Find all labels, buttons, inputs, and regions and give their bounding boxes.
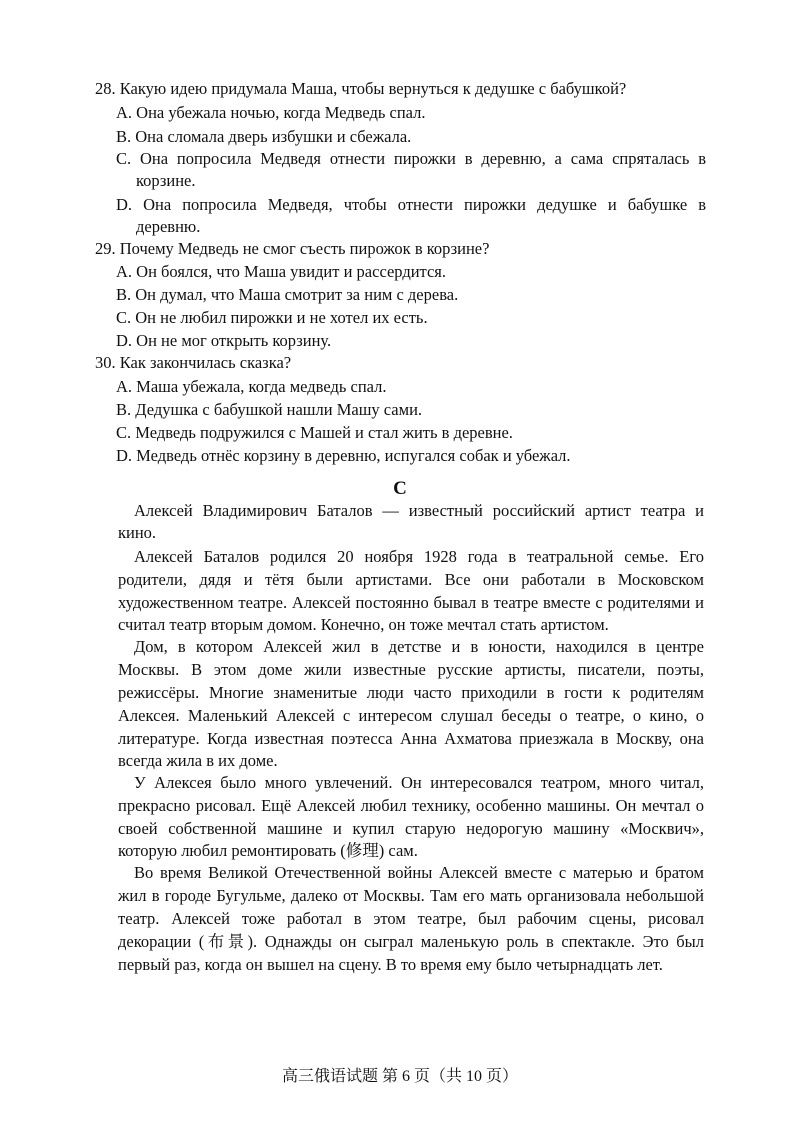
question-29-option-d: D. Он не мог открыть корзину. <box>116 331 332 350</box>
passage-line: которую любил ремонтировать (修理) сам. <box>118 841 418 860</box>
passage-line: Москвы. В этом доме жили известные русские артисты, писатели, поэты, <box>118 660 704 679</box>
question-28-option-c: C. Она попросила Медведя отнести пирожки в деревню, а сама спряталась в <box>116 149 706 168</box>
passage-line: прекрасно рисовал. Ещё Алексей любил технику, особенно машины. Он мечтал о <box>118 796 704 815</box>
question-29-option-c: C. Он не любил пирожки и не хотел их есть. <box>116 308 428 327</box>
passage-line: художественном театре. Алексей постоянно бывал в театре вместе с родителями и <box>118 593 704 612</box>
passage-line: театр. Алексей тоже работал в этом театре, был рабочим сцены, рисовал <box>118 909 704 928</box>
page-footer: 高三俄语试题 第 6 页（共 10 页） <box>281 1068 518 1085</box>
question-28-option-a: A. Она убежала ночью, когда Медведь спал. <box>116 103 426 122</box>
question-29-option-a: A. Он боялся, что Маша увидит и рассердится. <box>116 262 447 281</box>
passage-line: декорации (布景). Однажды он сыграл маленькую роль в спектакле. Это был <box>118 932 704 951</box>
passage-line: Дом, в котором Алексей жил в детстве и в юности, находился в центре <box>134 637 704 656</box>
question-30-stem: 30. Как закончилась сказка? <box>95 353 292 372</box>
question-28-option-d: D. Она попросила Медведя, чтобы отнести пирожки дедушке и бабушке в <box>116 195 706 214</box>
section-heading: C <box>393 478 407 499</box>
passage-line: всегда жила в их доме. <box>118 751 278 770</box>
question-30-option-d: D. Медведь отнёс корзину в деревню, испугался собак и убежал. <box>116 446 571 465</box>
question-30-option-c: C. Медведь подружился с Машей и стал жить в деревне. <box>116 423 513 442</box>
question-28-option-c-cont: корзине. <box>136 171 196 190</box>
passage-line: родители, дядя и тётя были артистами. Все они работали в Московском <box>118 570 704 589</box>
question-29-option-b: B. Он думал, что Маша смотрит за ним с дерева. <box>116 285 459 304</box>
passage-line: У Алексея было много увлечений. Он интересовался театром, много читал, <box>134 773 704 792</box>
passage-line: жил в городе Бугульме, далеко от Москвы. Там его мать организовала небольшой <box>118 886 704 905</box>
question-30-option-b: B. Дедушка с бабушкой нашли Машу сами. <box>116 400 423 419</box>
passage-line: литературе. Когда известная поэтесса Анна Ахматова приезжала в Москву, она <box>118 729 704 748</box>
question-29-stem: 29. Почему Медведь не смог съесть пирожок в корзине? <box>95 239 490 258</box>
passage-line: Алексей Баталов родился 20 ноября 1928 года в театральной семье. Его <box>134 547 704 566</box>
passage-line: первый раз, когда он вышел на сцену. В то время ему было четырнадцать лет. <box>118 955 663 974</box>
passage-line: считал театр вторым домом. Конечно, он тоже мечтал стать артистом. <box>118 615 609 634</box>
passage-line: Алексей Владимирович Баталов — известный российский артист театра и <box>134 501 704 520</box>
question-28-option-d-cont: деревню. <box>136 217 201 236</box>
question-28-option-b: B. Она сломала дверь избушки и сбежала. <box>116 127 412 146</box>
passage-line: Алексея. Маленький Алексей с интересом слушал беседы о театре, о кино, о <box>118 706 704 725</box>
passage-line: своей собственной машине и купил старую недорогую машину «Москвич», <box>118 819 704 838</box>
passage-line: кино. <box>118 523 157 542</box>
question-30-option-a: A. Маша убежала, когда медведь спал. <box>116 377 387 396</box>
passage-line: режиссёры. Многие знаменитые люди часто приходили в гости к родителям <box>118 683 704 702</box>
question-28-stem: 28. Какую идею придумала Маша, чтобы вернуться к дедушке с бабушкой? <box>95 79 627 98</box>
passage-line: Во время Великой Отечественной войны Алексей вместе с матерью и братом <box>134 863 704 882</box>
